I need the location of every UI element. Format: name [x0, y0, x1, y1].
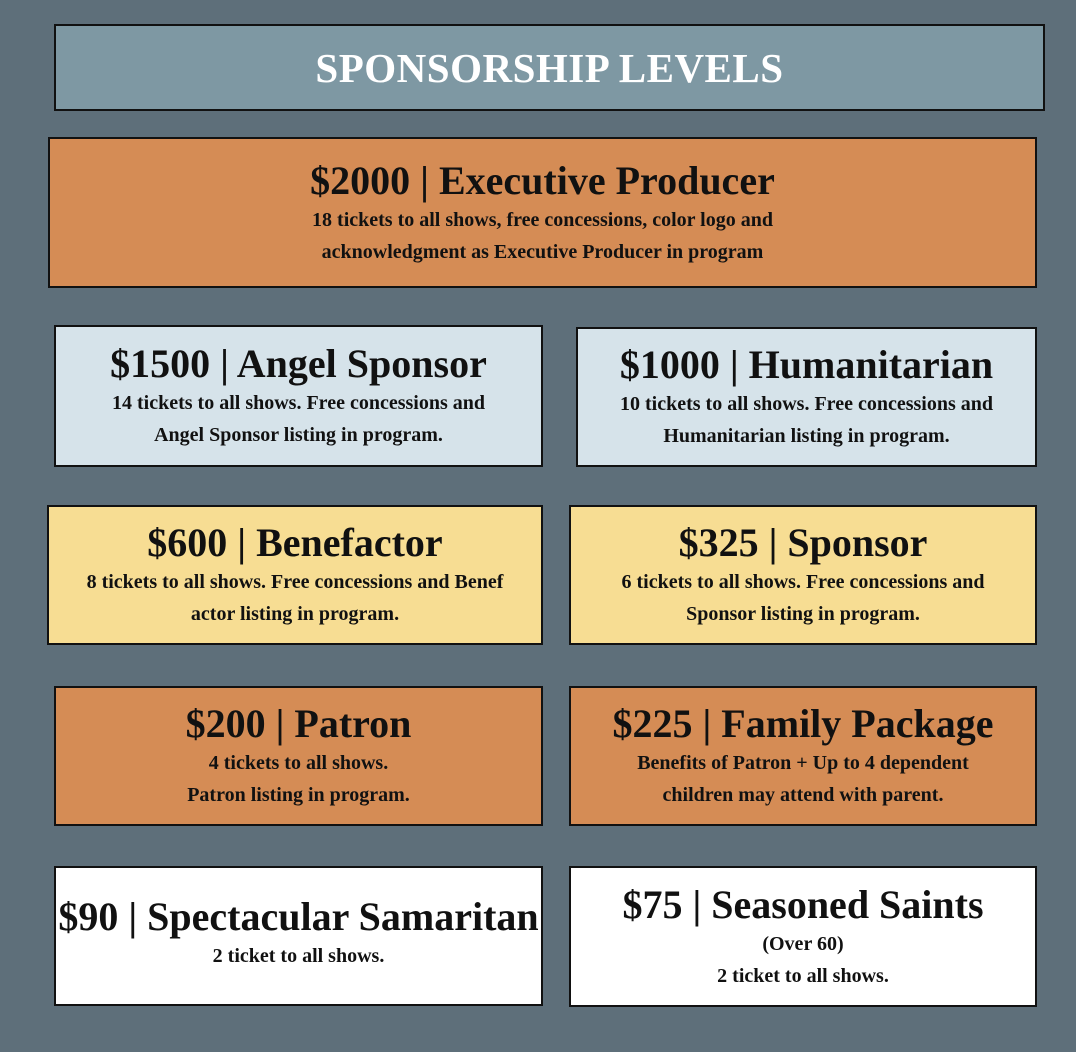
tier-family-package	[569, 686, 1037, 826]
tier-description-line: 4 tickets to all shows.	[208, 752, 389, 774]
tier-description	[612, 566, 995, 630]
tier-description-line: 8 tickets to all shows. Free concessions and Benef	[86, 571, 504, 593]
tier-title: $600 | Benefactor	[147, 520, 443, 565]
page-header	[54, 24, 1045, 111]
tier-description-line: acknowledgment as Executive Producer in program	[321, 240, 764, 263]
tier-title: $1500 | Angel Sponsor	[110, 341, 487, 386]
tier-description-line: children may attend with parent.	[662, 784, 944, 806]
tier-description-line: Sponsor listing in program.	[686, 603, 920, 625]
tier-description-line: (Over 60)	[762, 932, 844, 955]
tier-description	[203, 940, 395, 972]
tier-title: $90 | Spectacular Samaritan	[58, 894, 539, 939]
tier-title: $1000 | Humanitarian	[619, 342, 994, 387]
tier-seasoned-saints	[569, 866, 1037, 1007]
tier-description-line: 2 ticket to all shows.	[212, 945, 385, 967]
tier-angel-sponsor	[54, 325, 543, 467]
tier-description-line: Benefits of Patron + Up to 4 dependent	[637, 752, 969, 774]
tier-patron	[54, 686, 543, 826]
tier-title: $225 | Family Package	[612, 701, 994, 746]
tier-description-line: Patron listing in program.	[187, 784, 410, 806]
tier-title: $200 | Patron	[185, 701, 412, 746]
tier-description-line: 14 tickets to all shows. Free concessions and	[112, 392, 485, 414]
tier-description-line: 2 ticket to all shows.	[717, 964, 889, 987]
tier-description-line: Humanitarian listing in program.	[663, 425, 950, 447]
tier-description-line: 6 tickets to all shows. Free concessions and	[621, 571, 985, 593]
tier-description-line: Angel Sponsor listing in program.	[154, 424, 443, 446]
tier-spectacular-samaritan	[54, 866, 543, 1006]
tier-benefactor	[47, 505, 543, 645]
tier-sponsor	[569, 505, 1037, 645]
tier-title: $75 | Seasoned Saints	[622, 881, 984, 927]
tier-description	[77, 566, 514, 630]
tier-description	[102, 387, 495, 451]
tier-description	[177, 747, 420, 811]
tier-description-line: 18 tickets to all shows, free concessions, color logo and	[312, 208, 773, 231]
tier-title: $2000 | Executive Producer	[310, 157, 775, 203]
page-title: SPONSORSHIP LEVELS	[315, 44, 784, 91]
tier-description	[707, 928, 899, 992]
tier-description	[627, 747, 979, 811]
tier-executive-producer	[48, 137, 1037, 288]
tier-title: $325 | Sponsor	[678, 520, 928, 565]
tier-description-line: 10 tickets to all shows. Free concessions and	[620, 393, 993, 415]
tier-description	[610, 388, 1003, 452]
tier-humanitarian	[576, 327, 1037, 467]
tier-description	[112, 204, 973, 268]
tier-description-line: actor listing in program.	[190, 603, 400, 625]
